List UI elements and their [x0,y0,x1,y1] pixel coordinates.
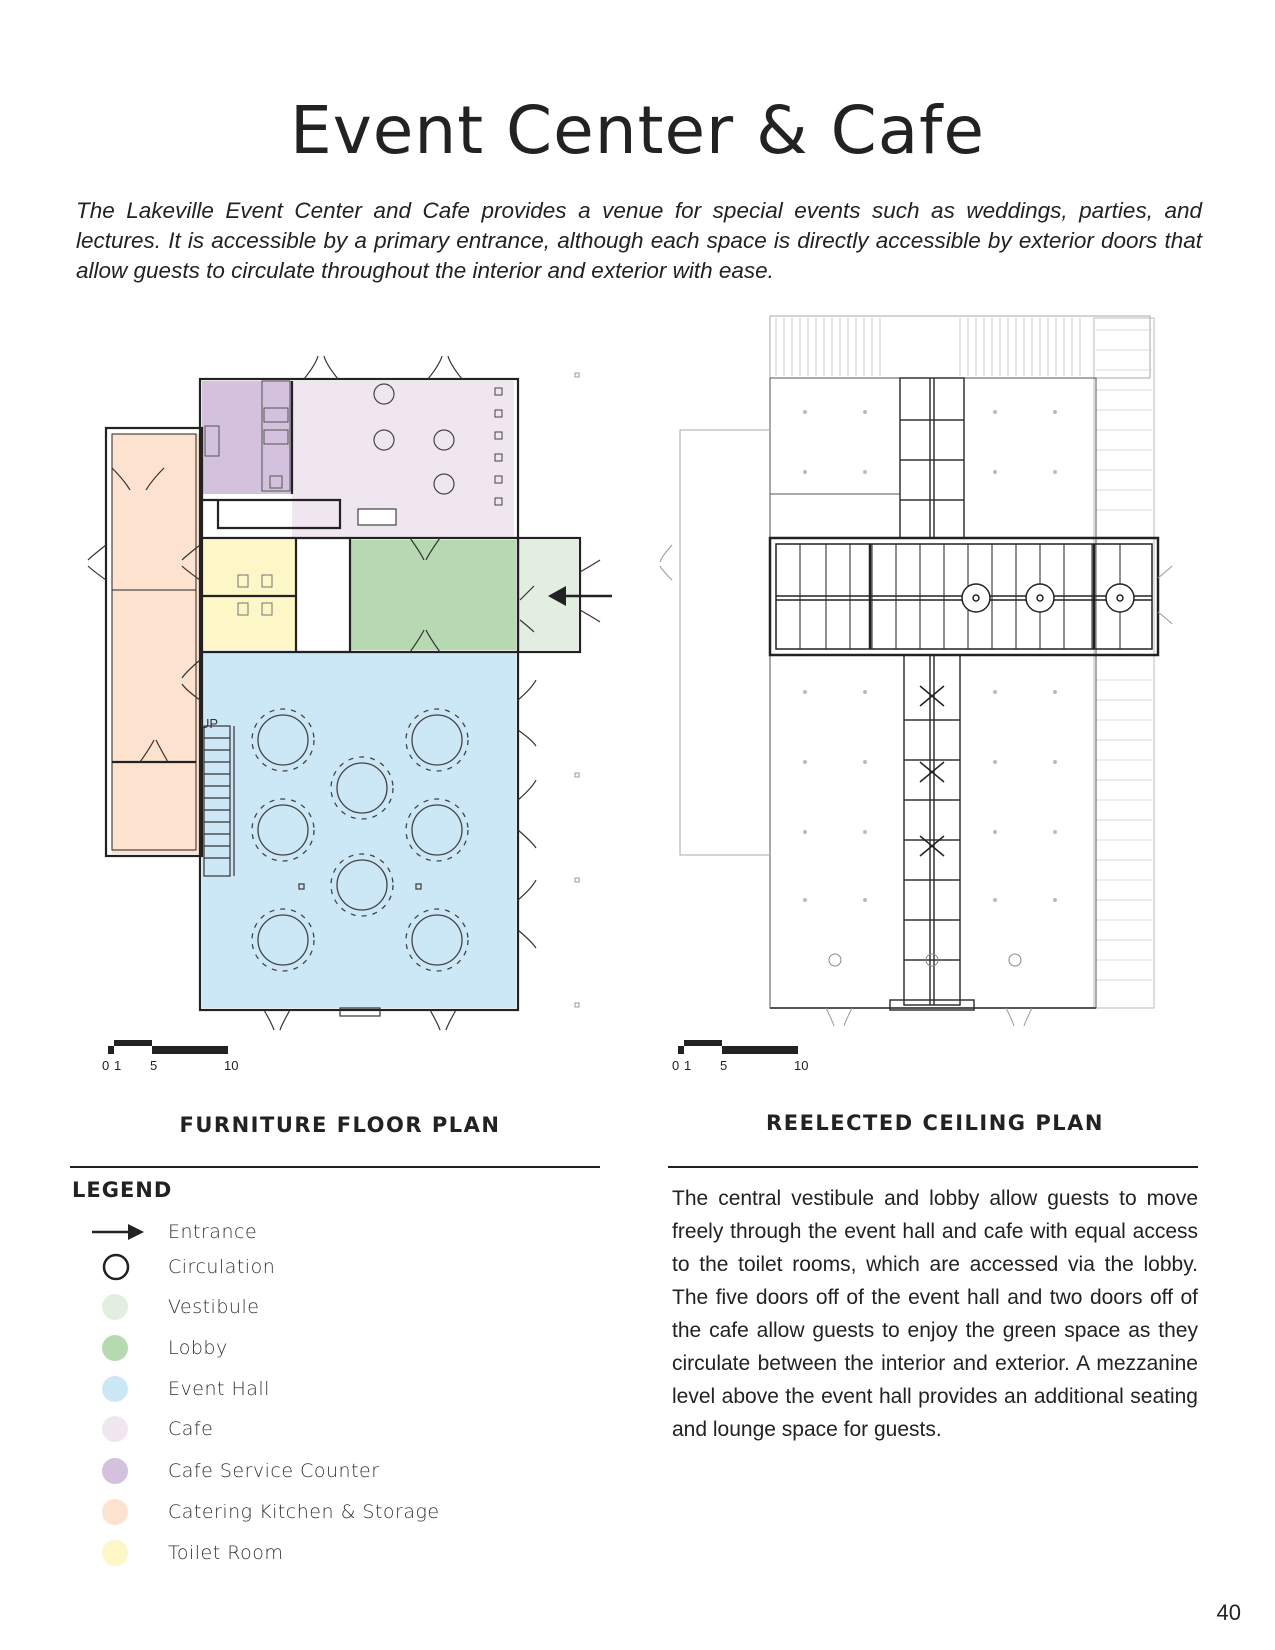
circulation-ring-icon [90,1250,146,1284]
legend-label: Cafe [168,1418,214,1440]
ceiling-scale-tick-5: 5 [720,1058,728,1073]
legend-label: Toilet Room [168,1542,284,1564]
page-title: Event Center & Cafe [290,92,985,169]
legend-item-cafe [90,1412,213,1446]
legend-item-toilet [90,1536,283,1570]
cafe-service-swatch [102,1458,128,1484]
floor-scale-bar [108,1040,228,1054]
entrance-arrow-icon [90,1215,146,1249]
legend-label: Event Hall [168,1378,270,1400]
cafe-swatch [102,1416,128,1442]
legend-label: Entrance [168,1221,258,1243]
legend-item-circulation [90,1250,275,1284]
stair-up-label: UP [200,716,219,731]
legend-item-lobby [90,1331,228,1365]
legend-label: Circulation [168,1256,276,1278]
toilet-swatch [102,1540,128,1566]
event-hall-swatch [102,1376,128,1402]
floor-scale-tick-10: 10 [224,1058,239,1073]
legend-item-catering [90,1495,440,1529]
ceiling-plan-label: REELECTED CEILING PLAN [766,1111,1104,1135]
legend-item-event-hall [90,1372,270,1406]
floor-plan-label: FURNITURE FLOOR PLAN [179,1113,501,1137]
description-paragraph: The central vestibule and lobby allow guests to move freely through the event hall and cafe with equal access to the toilet rooms, which are accessed via the lobby. The five doors off of the event hall and two doors off of the cafe allow guests to enjoy the green space as they circulate between the interior and exterior. A mezzanine level above the event hall provides an additional seating and lounge space for guests. [672,1187,1198,1441]
legend-item-entrance [90,1215,257,1249]
lobby-swatch [102,1335,128,1361]
legend-label: Vestibule [168,1296,260,1318]
legend-label: Lobby [168,1337,228,1359]
floor-scale-tick-1: 1 [114,1058,122,1073]
cafe-service-counter-room [202,381,292,494]
intro-paragraph: The Lakeville Event Center and Cafe provides a venue for special events such as weddings, parties, and lectures. It is accessible by a primary entrance, although each space is directly accessible by exterior doors that allow guests to circulate throughout the interior and exterior with ease. [76,198,1202,283]
ceiling-scale-tick-10: 10 [794,1058,809,1073]
floor-scale-tick-0: 0 [102,1058,110,1073]
ceiling-spine [890,378,974,1010]
legend-label: Cafe Service Counter [168,1460,380,1482]
vestibule-swatch [102,1294,128,1320]
site-marks [575,373,579,1007]
legend-item-cafe-service [90,1454,380,1488]
catering-kitchen-room [112,434,202,854]
ceiling-scale-bar [678,1040,798,1054]
ceiling-fans [920,686,944,856]
catering-swatch [102,1499,128,1525]
ceiling-scale-tick-0: 0 [672,1058,680,1073]
event-hall-room [202,652,516,1008]
ceiling-vault [770,538,1158,655]
lobby-room [350,540,516,650]
page-number: 40 [1216,1600,1241,1625]
legend-item-vestibule [90,1290,259,1324]
legend-label: Catering Kitchen & Storage [168,1501,440,1523]
description-rule [668,1166,1198,1168]
ceiling-scale-tick-1: 1 [684,1058,692,1073]
legend-title: LEGEND [72,1178,173,1202]
legend-rule [70,1166,600,1168]
floor-scale-tick-5: 5 [150,1058,158,1073]
